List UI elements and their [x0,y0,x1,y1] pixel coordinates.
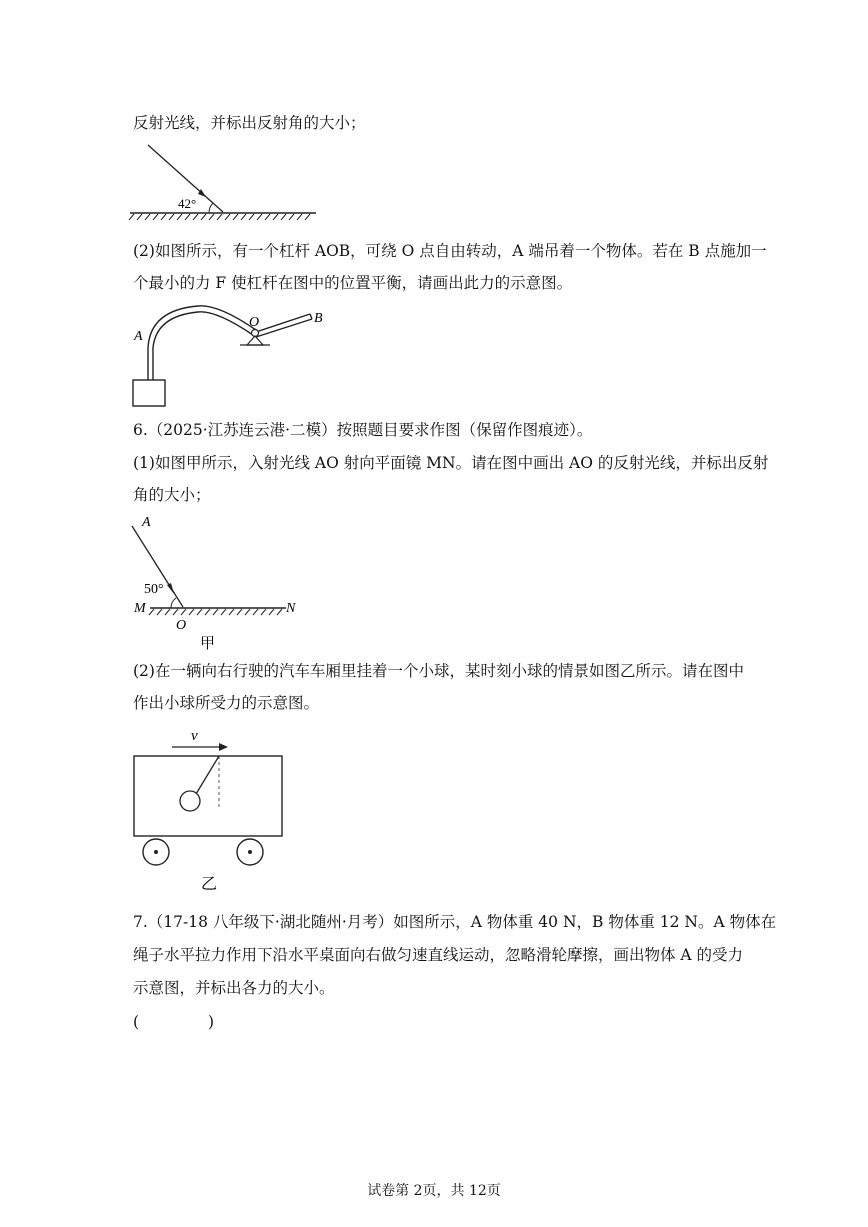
answer-blank[interactable]: ( ) [133,1013,215,1031]
label-b: B [314,311,323,326]
question-6-1-line-2: 角的大小； [133,486,211,504]
question-6-2-line-2: 作出小球所受力的示意图。 [133,694,320,712]
text-line-reflection-cont: 反射光线，并标出反射角的大小； [133,114,366,132]
text-line-lever-1: (2)如图所示，有一个杠杆 AOB，可绕 O 点自由转动，A 端吊着一个物体。若在 B 点施加一 [133,242,767,260]
figure-caption: 乙 [201,876,218,893]
figure-yi-car [128,722,328,897]
label-o: O [249,315,260,330]
velocity-label: v [191,728,198,744]
question-7-line-2: 绳子水平拉力作用下沿水平桌面向右做匀速直线运动，忽略滑轮摩擦，画出物体 A 的受力 [133,946,744,964]
figure-reflection-42 [128,140,328,220]
question-7-line-3: 示意图，并标出各力的大小。 [133,979,335,997]
question-6-1-line-1: (1)如图甲所示，入射光线 AO 射向平面镜 MN。请在图中画出 AO 的反射光线，并标出反射 [133,454,769,472]
figure-lever [128,300,338,410]
label-a: A [134,329,143,344]
figure-caption: 甲 [200,636,216,652]
label-n: N [286,601,296,616]
page-footer: 试卷第 2页，共 12页 [367,1183,501,1199]
label-o: O [176,618,187,633]
label-a: A [142,515,151,530]
angle-label: 42° [178,196,197,211]
question-6-2-line-1: (2)在一辆向右行驶的汽车车厢里挂着一个小球，某时刻小球的情景如图乙所示。请在图中 [133,662,744,680]
angle-label: 50° [144,582,164,597]
figure-jia-mirror [130,512,330,657]
text-line-lever-2: 个最小的力 F 使杠杆在图中的位置平衡，请画出此力的示意图。 [133,274,573,292]
question-7-line-1: 7.（17-18 八年级下·湖北随州·月考）如图所示，A 物体重 40 N，B 物体重 12 N。A 物体在 [133,913,777,931]
label-m: M [134,601,146,616]
question-6-title: 6.（2025·江苏连云港·二模）按照题目要求作图（保留作图痕迹）。 [133,421,593,439]
